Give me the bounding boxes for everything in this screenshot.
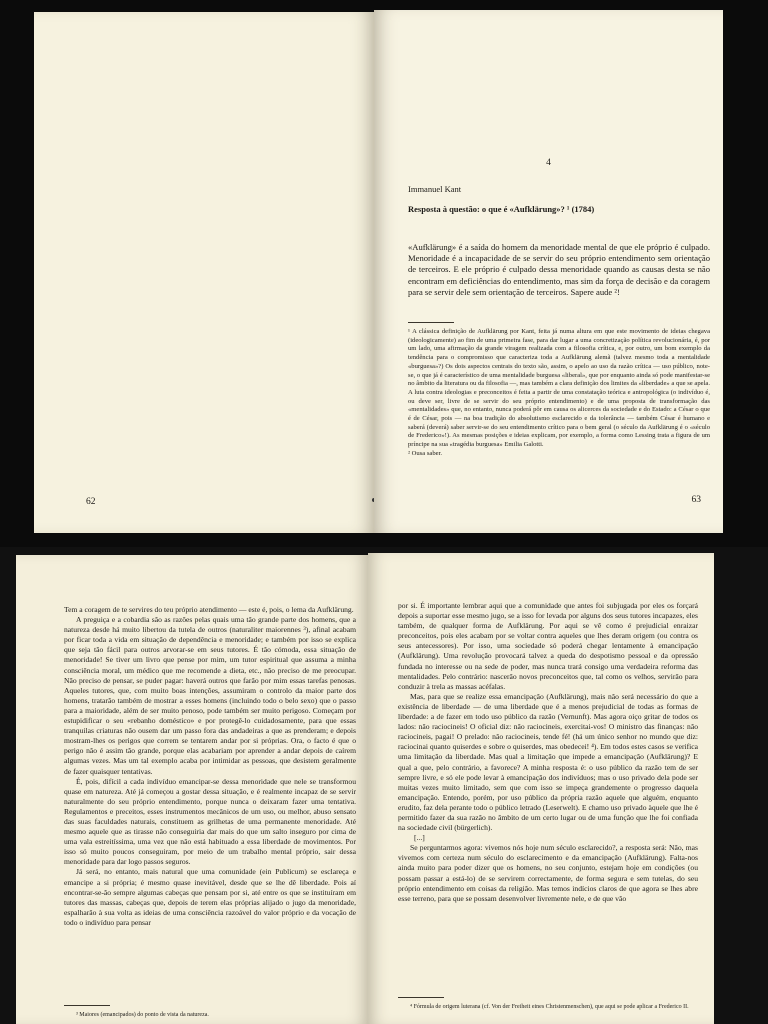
footnotes (408, 328, 710, 459)
essay-title: Resposta à questão: o que é «Aufklärung»? ¹ (1784) (408, 204, 595, 214)
body-text (398, 601, 698, 904)
opening-paragraph (408, 242, 710, 298)
page-64 (16, 555, 368, 1024)
footnote-divider (398, 997, 444, 998)
ellipsis: [...] (414, 833, 425, 843)
footnote-3: ³ Maiores (emancipados) do ponto de vista da natureza. (76, 1012, 209, 1018)
paragraph: Já será, no entanto, mais natural que uma comunidade (ein Publicum) se esclareça e emancipe a si própria; é mesmo quase inevitável, desde que se lhe dê liberdade. Pois aí encontrar-se-ão sempre algumas cabeças que pensam por si, até entre os que se instituíram em tutores das massas, cabeças que, depois de terem elas próprias alijado o jugo da menoridade, espalharão à sua volta as ideias de uma consciência razoável do valor próprio e da vocação de todo o indivíduo para pensar (64, 867, 356, 927)
page-63 (374, 10, 723, 533)
chapter-number: 4 (546, 158, 551, 168)
paragraph: por si. É importante lembrar aqui que a comunidade que antes foi subjugada por eles os forçará depois a suportar esse mesmo jugo, se a isso for levada por alguns dos seus tutores incapazes, eles também, de qualquer forma de Aufklärung. Por aqui se vê como é prejudicial enraizar preconceitos, pois eles acabam por se voltar contra aqueles que lhes deram origem (ou contra os seus antecessores). Por isso, uma sociedade só poderá chegar lentamente à emancipação (Aufklärung). Uma revolução provocará talvez a queda do despotismo pessoal e da opressão fundada no interesse ou na sede de poder, mas nunca trará consigo uma verdadeira reforma das mentalidades. Pelo contrário: nascerão novos preconceitos que, tal como os velhos, servirão para conduzir à trela as massas acéfalas. (398, 601, 698, 691)
page-number: 62 (86, 497, 96, 507)
paragraph: Mas, para que se realize essa emancipação (Aufklärung), mais não será necessário do que a existência de liberdade — de uma liberdade que é a menos prejudicial de todas as formas de liberdade: a de fazer em todo uso público da razão (Vernunft). Mas agora oiço gritar de todos os lados: não raciocineis! O oficial diz: não raciocineis, exercitai-vos! O ministro das finanças: não raciocineis, pagai! O prelado: não raciocineis, tende fé! (há um único senhor no mundo que diz: raciocinai quanto quiserdes e sobre o quiserdes, mas obedecei! ⁴). Em todos estes casos se verifica uma limitação da liberdade. Mas qual a limitação que impede a emancipação (Aufklärung)? E qual a que, pelo contrário, a favorece? A minha resposta é: o uso público da razão tem de ser sempre livre, e só ele pode levar à emancipação dos indivíduos; mas o uso privado dela pode ser muitas vezes muito limitado, sem que com isso se impeça grandemente o progresso daquela emancipação. Entendo, porém, por uso público da própria razão aquele que alguém, enquanto erudito, faz dela perante todo o público letrado (Leserwelt). E chamo uso privado àquele que lhe é permitido fazer da sua razão no âmbito de um certo lugar ou de uma função que lhe foi confiada na sociedade civil (bürgerlich). (398, 691, 698, 833)
bottom-book-spread (0, 547, 768, 1024)
page-number: 63 (691, 495, 701, 505)
page-62 (34, 12, 374, 533)
footnote-4-text: ⁴ Fórmula de origem luterana (cf. Von der Freiheit eines Christenmenschen), que aqui se pode aplicar a Frederico II. (410, 1004, 689, 1010)
footnote-2: ² Ousa saber. (408, 449, 443, 457)
paragraph: É, pois, difícil a cada indivíduo emancipar-se dessa menoridade que nele se transformou quase em natureza. Até já começou a gostar dessa situação, e é realmente incapaz de se servir naturalmente do seu próprio entendimento, porque nunca o deixaram fazer uma tentativa. Regulamentos e preceitos, esses instrumentos mecânicos de um uso, ou melhor, abuso sensato das suas faculdades naturais, constituem as grilhetas de uma permanente menoridade. Até mesmo aquele que as tirasse não conseguiria dar mais do que um salto inseguro por cima de uma vala estreitíssima, uma vez que não está habituado a essa liberdade de movimentos. Por isso só muito poucos conseguiram, por meio de um trabalho mental próprio, sair dessa menoridade para dar logo passos seguros. (64, 776, 356, 867)
paragraph: A preguiça e a cobardia são as razões pelas quais uma tão grande parte dos homens, que a natureza desde há muito libertou da tutela de outros (naturaliter maiorennes ³), afinal acabam por ficar toda a vida em situação de dependência e menoridade; e também por isso se explica que seja tão fácil para outros arvorar-se em seus tutores. É tão cómoda, essa situação de menoridade! Se tiver um livro que pense por mim, um tutor espiritual que assuma a minha consciência moral, um médico que me recomende a dieta, etc., não preciso de me preocupar. Não preciso de pensar, se puder pagar: haverá outros que farão por mim essas tarefas penosas. Aqueles tutores, que, com muito boas intenções, assumiram o controlo da maior parte dos homens, tratarão também de mostrar a esses homens (incluindo todo o belo sexo) que o passo para a maioridade, além de ser muito penoso, pode também ser muito perigoso. Começam por estupidificar o seu «rebanho doméstico» e por protegê-lo cuidadosamente, para que essas tranquilas criaturas não ousem dar um passo fora das andadeiras a que as prenderam; e depois mostram-lhes os perigos que correm se tentarem andar por si próprias. Ora, o facto é que o perigo não é assim tão grande, porque elas acabariam por aprender a andar depois de caírem algumas vezes. Mas um tal exemplo acaba por intimidar as pessoas, que desistem geralmente de fazer quaisquer tentativas. (64, 615, 356, 776)
footnote-1: ¹ A clássica definição de Aufklärung por Kant, feita já numa altura em que este movimento de ideias chegava (ideologicamente) ao fim de uma primeira fase, para dar lugar a uma concretização política revolucionária, é, por um lado, uma afirmação da grande viragem realizada com a filosofia crítica, e, por outro, um bom exemplo da tendência para o compromisso que caracteriza toda a Aufklärung alemã (talvez mesmo toda a mentalidade «burguesa»?) Os dois aspectos centrais do texto são, assim, o apelo ao uso da razão crítica — uso público, note-se, o que já é característico de uma mentalidade burguesa «liberal», que por enquanto ainda só pode manifestar-se no âmbito da literatura ou da filosofia —, mas também a clara definição dos limites da «liberdade» a que se apela. A luta contra ideologias e preconceitos é feita a partir de uma constatação teórica e antropológica (o indivíduo é, ou deve ser, livre de se servir do seu próprio entendimento) e de uma proposta de transformação das «mentalidades» que, no entanto, nunca poderá pôr em causa os alicerces da sociedade e do Estado: a César o que é de César, pois — na boa tradição do absolutismo esclarecido e da tolerância — também César é humano e saberá (deverá) saber servir-se do seu entendimento crítico para o bem geral (o século da Aufklärung é o «século de Frederico»!). As mesmas posições e ideias explicam, por exemplo, a forma como Lessing trata a figura de um príncipe na sua «tragédia burguesa» Emilia Galotti. (408, 328, 710, 449)
paragraph: Se perguntarmos agora: vivemos nós hoje num século esclarecido?, a resposta será: Não, mas vivemos com certeza num século do esclarecimento e da emancipação (Aufklärung). Falta-nos ainda muito para poder dizer que os homens, no seu conjunto, estejam hoje em condições (ou possam passar a está-lo) de se servirem correctamente, de forma segura e sem tutelas, do seu próprio entendimento em coisas da religião. Mas temos indícios claros de que agora se lhes abre esse terreno, para que se possam desenvolver livremente nele, e de que vão (398, 843, 698, 903)
author-name: Immanuel Kant (408, 184, 462, 194)
body-text (64, 605, 356, 928)
footnote-divider (64, 1005, 110, 1006)
paragraph: Tem a coragem de te servires do teu próprio atendimento — este é, pois, o lema da Aufklärung. (64, 605, 354, 614)
page-65 (368, 553, 714, 1024)
footnote-4 (398, 1003, 698, 1011)
paragraph-text: «Aufklärung» é a saída do homem da menoridade mental de que ele próprio é culpado. Menoridade é a incapacidade de se servir do seu próprio entendimento sem orientação de terceiros. E ele próprio é culpado dessa menoridade quando as causas desta se não encontram em deficiências do entendimento, mas sim da força de decisão e da coragem para se servir dele sem orientação de terceiros. Sapere aude ²! (408, 242, 710, 297)
footnote-divider (408, 322, 454, 323)
